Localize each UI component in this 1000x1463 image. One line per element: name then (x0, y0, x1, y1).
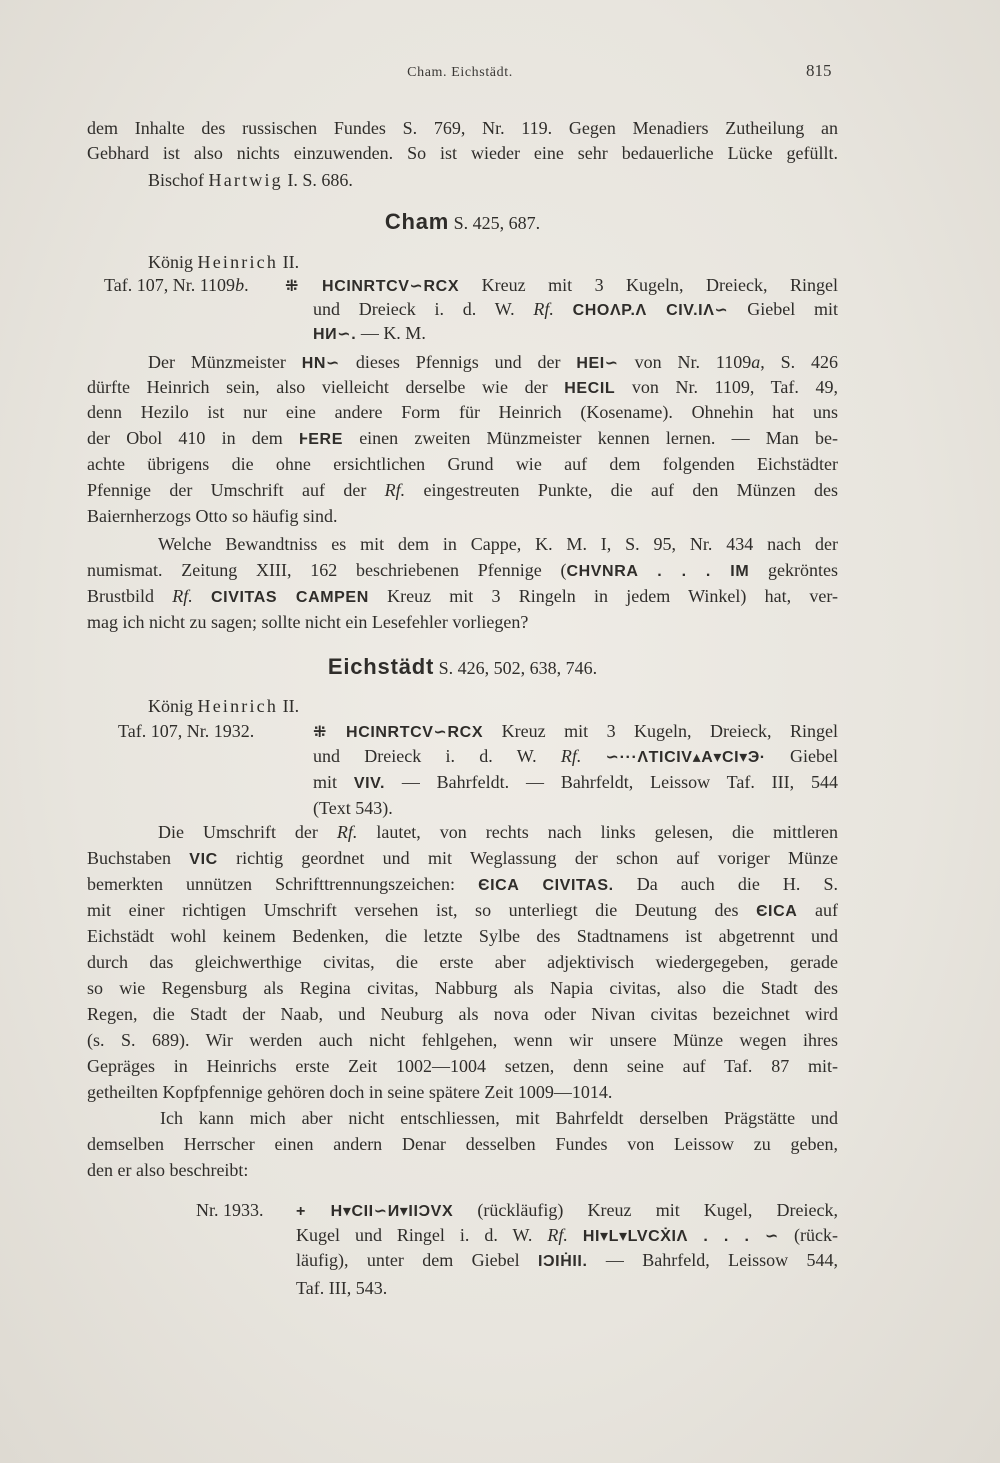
coin-legend: + H▾CII∽И▾IIƆVX (296, 1203, 454, 1220)
text-run: König (148, 252, 198, 272)
coin-legend: ⁜ HCINRTCV∽RCX (285, 278, 460, 295)
text-run: Baiernherzogs Otto so häufig sind. (87, 506, 338, 526)
text-run: Bischof (148, 170, 209, 190)
coin-description-line (313, 719, 838, 743)
paragraph-line (87, 584, 838, 608)
text-run: bemerkten unnützen Schrifttrennungszeichen: (87, 874, 479, 894)
coin-description-line (313, 796, 838, 820)
coin-description-line (296, 1276, 838, 1300)
paragraph-line (160, 1106, 838, 1130)
paragraph-line (87, 116, 838, 140)
text-run: Gepräges in Heinrichs erste Zeit 1002—1004 setzen, denn seine auf Taf. 87 mit- (87, 1056, 838, 1076)
text-run: Gebhard ist also nichts einzuwenden. So ist wieder eine sehr bedauerliche Lücke gefüllt. (87, 143, 838, 163)
page-number: 815 (806, 61, 832, 80)
coin-description-line (313, 770, 838, 794)
text-run: numismat. Zeitung XIII, 162 beschriebenen Pfennige ( (87, 560, 567, 580)
text-run: getheilten Kopfpfennige gehören doch in seine spätere Zeit 1009—1014. (87, 1082, 613, 1102)
coin-legend: HИ∽. (313, 326, 357, 343)
spaced-text: Hartwig (208, 170, 283, 190)
coin-legend: HI▾L▾LVCẊIΛ . . . ∽ (582, 1228, 780, 1245)
text-run: und Dreieck i. d. W. (313, 746, 561, 766)
coin-description-line (296, 1198, 838, 1222)
text-run: Da auch die H. S. (613, 874, 838, 894)
text-run: und Dreieck i. d. W. (313, 299, 534, 319)
text-run: Buchstaben (87, 848, 190, 868)
coin-legend: ∽···ΛTICIV▴A▾CI▾Э· (605, 749, 766, 766)
text-run: mit (313, 772, 354, 792)
text-run: so wie Regensburg als Regina civitas, Nabburg als Napia civitas, also die Stadt des (87, 978, 838, 998)
text-run: (rückläufig) Kreuz mit Kugel, Dreieck, (453, 1200, 839, 1220)
text-run: Die Umschrift der (158, 822, 337, 842)
italic-text: Rf. (336, 822, 358, 842)
coin-legend: CHVNRA . . . IM (566, 563, 750, 580)
text-run: den er also beschreibt: (87, 1160, 249, 1180)
text-run: — Bahrfeld, Leissow 544, (587, 1250, 839, 1270)
paragraph-line (87, 1002, 838, 1026)
text-run: Kugel und Ringel i. d. W. (296, 1225, 548, 1245)
coin-legend: ⁜ HCINRTCV∽RCX (313, 724, 484, 741)
text-run: richtig geordnet und mit Weglassung der schon auf voriger Münze (217, 848, 838, 868)
coin-description-line (296, 1223, 838, 1247)
paragraph-line (158, 532, 838, 556)
text-run: Taf. 107, Nr. 1109 (104, 275, 236, 295)
text-run (581, 746, 605, 766)
text-run: (s. S. 689). Wir werden auch nicht fehlgehen, wenn wir unsere Münze wegen ihres (87, 1030, 838, 1050)
text-run: Regen, die Stadt der Naab, und Neuburg als nova oder Nivan civitas bezeichnet wird (87, 1004, 838, 1024)
coin-description-line (313, 321, 838, 345)
text-run: — Bahrfeldt. — Bahrfeldt, Leissow Taf. III, 544 (385, 772, 838, 792)
text-run: Pfennige der Umschrift auf der (87, 480, 385, 500)
coin-description-line (285, 273, 838, 297)
text-run: dürfte Heinrich sein, also vielleicht derselbe wie der (87, 377, 565, 397)
text-run: Giebel mit (728, 299, 838, 319)
coin-legend: ЄICA CIVITAS. (478, 877, 614, 894)
text-run: auf (797, 900, 838, 920)
text-run: lautet, von rechts nach links gelesen, die mittleren (357, 822, 838, 842)
text-run: demselben Herrscher einen andern Denar desselben Fundes von Leissow zu geben, (87, 1134, 838, 1154)
paragraph-line (87, 1132, 838, 1156)
paragraph-line (148, 350, 838, 374)
section-heading-eichstaedt (87, 652, 838, 682)
paragraph-line (87, 898, 838, 922)
paragraph-line (87, 924, 838, 948)
text-run: mag ich nicht zu sagen; sollte nicht ein Lesefehler vorliegen? (87, 612, 529, 632)
text-run: II. (278, 696, 300, 716)
text-run: (rück- (779, 1225, 839, 1245)
paragraph-line (87, 452, 838, 476)
italic-text: b (235, 275, 245, 295)
italic-text: Rf. (384, 480, 406, 500)
coin-legend: CIVITAS CAMPEN (211, 589, 369, 606)
text-run: gekröntes (749, 560, 839, 580)
coin-legend: VIV. (353, 775, 386, 792)
text-run: denn Hezilo ist nur eine andere Form für Heinrich (Kosename). Ohnehin hat uns (87, 402, 838, 422)
text-run: Ich kann mich aber nicht entschliessen, mit Bahrfeldt derselben Prägstätte und (160, 1108, 838, 1128)
text-run: . (244, 275, 249, 295)
text-run: einen zweiten Münzmeister kennen lernen. — Man be- (342, 428, 838, 448)
coin-description-line (313, 744, 838, 768)
italic-text: Rf. (547, 1225, 568, 1245)
text-run: I. S. 686. (282, 170, 353, 190)
text-run (554, 299, 573, 319)
text-run (568, 1225, 583, 1245)
text-run: Welche Bewandtniss es mit dem in Cappe, K. M. I, S. 95, Nr. 434 nach der (158, 534, 838, 554)
italic-text: a (751, 352, 761, 372)
coin-legend: HECIL (564, 380, 616, 397)
text-run: Giebel (765, 746, 839, 766)
text-run: Kreuz mit 3 Kugeln, Dreieck, Ringel (483, 721, 838, 741)
paragraph-line (87, 400, 838, 424)
text-run: dem Inhalte des russischen Fundes S. 769, Nr. 119. Gegen Menadiers Zutheilung an (87, 118, 838, 138)
italic-text: Rf. (533, 299, 554, 319)
italic-text: Rf. (560, 746, 582, 766)
spaced-text: Heinrich (197, 696, 279, 716)
text-run: Kreuz mit 3 Kugeln, Dreieck, Ringel (459, 275, 838, 295)
text-run: Eichstädt wohl keinem Bedenken, die letzte Sylbe des Stadtnamens ist abgetrennt und (87, 926, 838, 946)
text-run (193, 586, 211, 606)
paragraph-line (87, 1080, 838, 1104)
plate-reference (118, 719, 308, 743)
section-heading-cham (87, 207, 838, 237)
coin-legend: ⱵERE (299, 431, 343, 448)
spaced-text: Heinrich (197, 252, 279, 272)
plate-reference (104, 273, 284, 297)
italic-text: Rf. (172, 586, 193, 606)
text-run: II. (278, 252, 300, 272)
coin-legend: ЄICA (756, 903, 798, 920)
paragraph-line (87, 426, 838, 450)
text-run: dieses Pfennigs und der (340, 352, 577, 372)
text-run: S. 425, 687. (449, 213, 541, 233)
text-run: S. 426, 502, 638, 746. (434, 658, 598, 678)
running-head: Cham. Eichstädt. (407, 65, 513, 80)
paragraph-line (87, 976, 838, 1000)
paragraph-line (158, 820, 838, 844)
paragraph-line (87, 141, 838, 165)
text-run: Taf. III, 543. (296, 1278, 388, 1298)
text-run: läufig), unter dem Giebel (296, 1250, 538, 1270)
text-run: Nr. 1933. (196, 1200, 264, 1220)
ruler-line (148, 250, 838, 274)
paragraph-line (87, 846, 838, 870)
paragraph-line (87, 1028, 838, 1052)
ruler-line (148, 694, 838, 718)
coin-legend: HEI∽ (576, 355, 619, 372)
paragraph-line (87, 1158, 838, 1182)
heading-word: Cham (384, 209, 450, 234)
text-run: , S. 426 (760, 352, 838, 372)
text-run: von Nr. 1109, Taf. 49, (615, 377, 839, 397)
coin-legend: IƆIḢII. (537, 1253, 588, 1270)
paragraph-line (87, 478, 838, 502)
text-run: eingestreuten Punkte, die auf den Münzen des (405, 480, 839, 500)
coin-description-line (296, 1248, 838, 1272)
paragraph-line (87, 872, 838, 896)
paragraph-line (87, 504, 838, 528)
text-run: durch das gleichwerthige civitas, die erste aber adjektivisch wiedergegeben, gerade (87, 952, 838, 972)
coin-legend: VIC (189, 851, 218, 868)
text-run: Brustbild (87, 586, 173, 606)
paragraph-line (87, 375, 838, 399)
heading-word: Eichstädt (327, 654, 435, 679)
paragraph-line (87, 950, 838, 974)
text-run: von Nr. 1109 (618, 352, 752, 372)
paragraph-line (87, 1054, 838, 1078)
text-run: mit einer richtigen Umschrift versehen ist, so unterliegt die Deutung des (87, 900, 757, 920)
paragraph-line (87, 610, 838, 634)
ruler-line (148, 168, 838, 192)
text-run: — K. M. (356, 323, 426, 343)
text-run: Kreuz mit 3 Ringeln in jedem Winkel) hat, ver- (368, 586, 838, 606)
text-run: Taf. 107, Nr. 1932. (118, 721, 255, 741)
coin-legend: HN∽ (301, 355, 341, 372)
coin-description-line (313, 297, 838, 321)
text-run: König (148, 696, 198, 716)
paragraph-line (87, 558, 838, 582)
text-run: achte übrigens die ohne ersichtlichen Grund wie auf dem folgenden Eichstädter (87, 454, 838, 474)
coin-legend: CHOΛP.Λ CIV.IΛ∽ (572, 302, 729, 319)
coin-number (196, 1198, 292, 1222)
text-run: Der Münzmeister (148, 352, 302, 372)
text-run: der Obol 410 in dem (87, 428, 300, 448)
text-run: (Text 543). (313, 798, 393, 818)
